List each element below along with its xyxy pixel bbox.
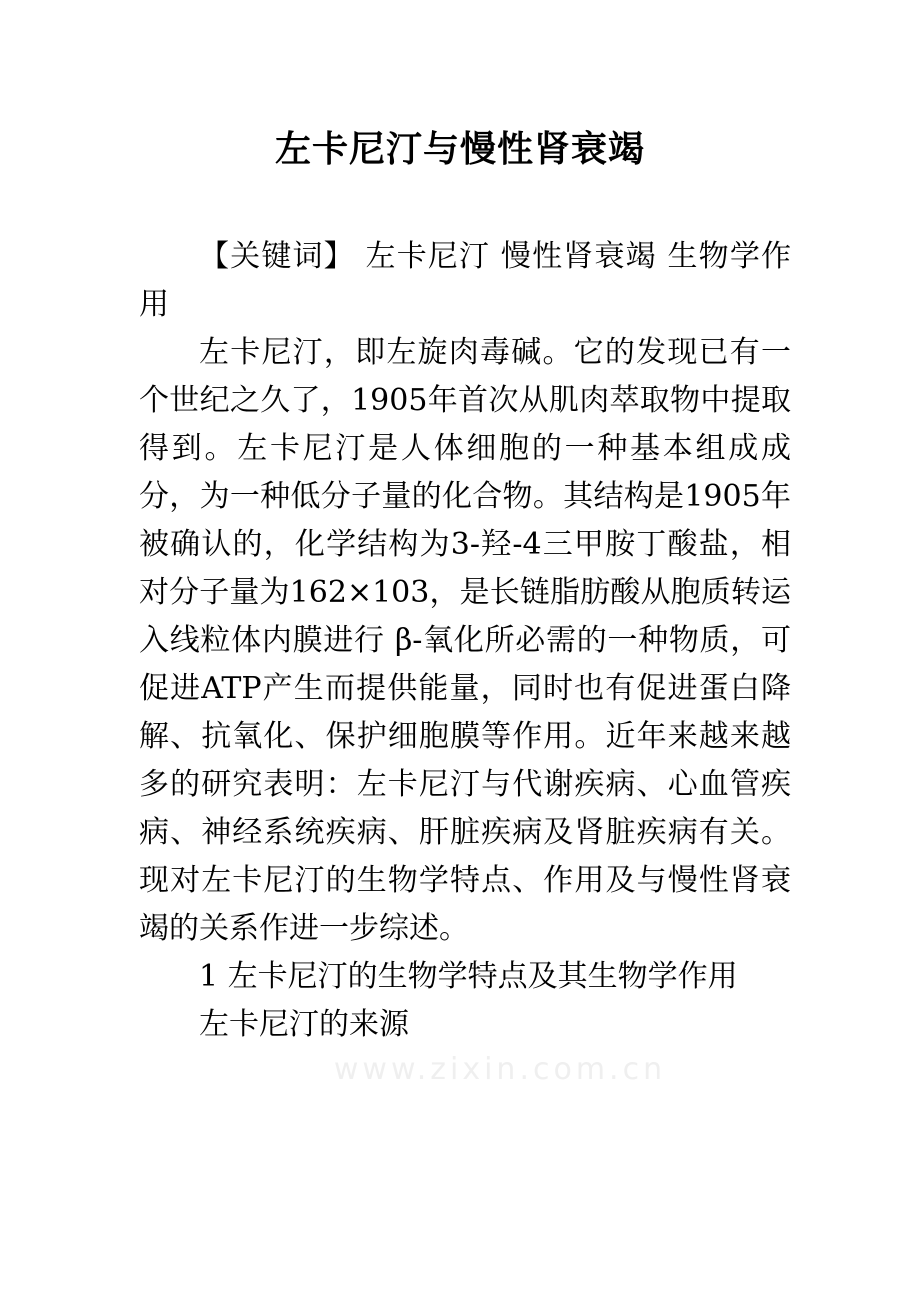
section-heading: 1 左卡尼汀的生物学特点及其生物学作用 [199, 959, 738, 994]
intro-paragraph: 左卡尼汀，即左旋肉毒碱。它的发现已有一个世纪之久了，1905年首次从肌肉萃取物中提取得到。左卡尼汀是人体细胞的一种基本组成成分，为一种低分子量的化合物。其结构是1905年被确认的，化学结构为3-羟-4三甲胺丁酸盐，相对分子量为162×103，是长链脂肪酸从胞质转运入线粒体内膜进行 β-氧化所必需的一种物质，可促进ATP产生而提供能量，同时也有促进蛋白降解、抗氧化、保护细胞膜等作用。近年来越来越多的研究表明：左卡尼汀与代谢疾病、心血管疾病、神经系统疾病、肝脏疾病及肾脏疾病有关。现对左卡尼汀的生物学特点、作用及与慢性肾衰竭的关系作进一步综述。 [139, 335, 791, 946]
subsection-heading: 左卡尼汀的来源 [199, 1007, 409, 1042]
document-body [139, 233, 791, 1049]
watermark-text: www.zixin.com.cn [333, 1052, 667, 1087]
keywords-paragraph: 【关键词】 左卡尼汀 慢性肾衰竭 生物学作用 [139, 239, 791, 322]
document-title: 左卡尼汀与慢性肾衰竭 [274, 129, 645, 170]
